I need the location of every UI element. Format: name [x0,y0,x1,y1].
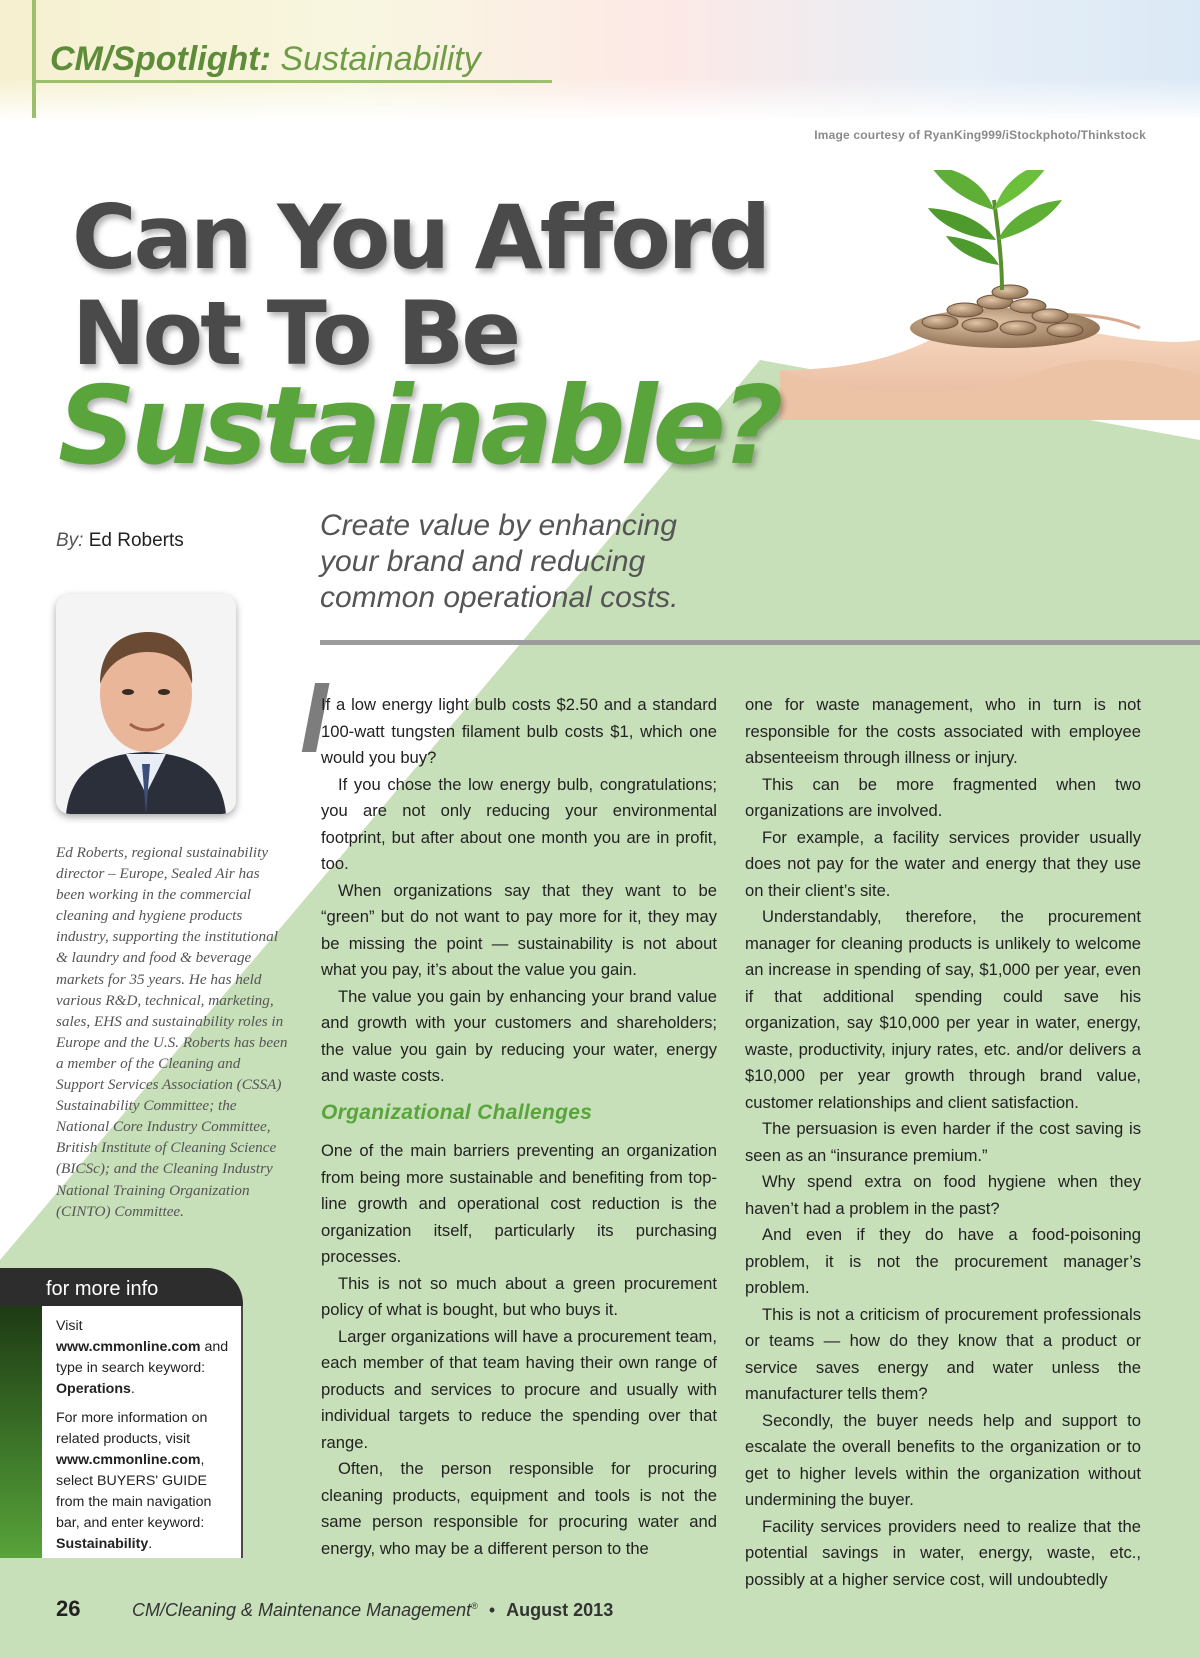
article-paragraph: Often, the person responsible for procuring cleaning products, equipment and tools is not the same person responsible for procuring water and energy, who may be a different person to the [321,1459,717,1558]
registered-mark: ® [471,1601,478,1611]
article-paragraph: The value you gain by enhancing your brand value and growth with your customers and shareholders; the value you gain by reducing your water, energy and waste costs. [321,986,717,1085]
page-number: 26 [56,1596,81,1621]
magazine-name: CM/Cleaning & Maintenance Management [132,1600,472,1620]
more-info-text: and type in search keyword: [56,1339,229,1376]
article-paragraph: If you chose the low energy bulb, congratulations; you are not only reducing your environmental footprint, but after about one month you are in profit, too. [321,774,717,873]
deck-rule [320,640,1200,645]
drop-cap: I [300,662,328,774]
more-info-keyword-2: Sustainability [56,1536,149,1552]
more-info-paragraph-2 [56,1408,231,1555]
article-column-2 [745,692,1141,1593]
article-paragraph: One of the main barriers preventing an organization from being more sustainable and benefiting from top-line growth and operational cost reduction is the organization itself, particularly its purchasing processes. [321,1141,717,1266]
article-paragraph: And even if they do have a food-poisoning problem, it is not the procurement manager’s problem. [745,1225,1141,1297]
article-paragraph: For example, a facility services provider usually does not pay for the water and energy that they use on their client’s site. [745,827,1141,900]
article-deck: Create value by enhancing your brand and reducing common operational costs. [320,509,679,614]
header-horizontal-rule [32,80,552,83]
headline-emphasis: Sustainable? [58,364,779,489]
more-info-text: . [130,1381,135,1397]
more-info-header [0,1268,243,1306]
article-paragraph: The persuasion is even harder if the cost saving is seen as an “insurance premium.” [745,1119,1141,1165]
section-subhead: Organizational Challenges [321,1100,593,1124]
more-info-sidebar [0,1306,42,1558]
article-paragraph: Understandably, therefore, the procurement manager for cleaning products is unlikely to welcome an increase in spending of say, $1,000 per year, even if that additional spending could save his organization, say $10,000 per year in water, energy, waste, productivity, injury rates, etc. and/or delivers a $10,000 per year growth through brand value, customer relationships and client satisfaction. [745,907,1141,1112]
more-info-title: for more info [46,1278,159,1300]
author-portrait [56,594,236,814]
article-paragraph: Why spend extra on food hygiene when they haven’t had a problem in the past? [745,1172,1141,1218]
section-topic: Sustainability [280,40,481,78]
more-info-text: . [148,1536,153,1552]
article-paragraph: one for waste management, who in turn is not responsible for the costs associated with employee absenteeism through illness or injury. [745,695,1141,767]
byline [56,530,184,552]
more-info-text: , select BUYERS' GUIDE from the main navigation bar, and enter keyword: [56,1452,212,1531]
article-paragraph: This is not so much about a green procurement policy of what is bought, but who buys it. [321,1273,717,1319]
header-vertical-rule [32,0,36,118]
article-column-1 [321,692,717,1562]
author-name: Ed Roberts [88,530,184,551]
publication-footer [132,1600,613,1621]
section-label: CM/Spotlight: [50,40,271,78]
article-paragraph: This can be more fragmented when two organizations are involved. [745,774,1141,820]
more-info-text: Visit [56,1318,83,1334]
image-credit: Image courtesy of RyanKing999/iStockphoto/Thinkstock [814,128,1146,142]
article-paragraph: This is not a criticism of procurement professionals or teams — how do they know that a product or service saves energy and water unless the manufacturer tells them? [745,1304,1141,1403]
article-paragraph: Larger organizations will have a procurement team, each member of that team having their own range of products and services to procure and usually with individual targets to reduce the spending over that range. [321,1326,717,1452]
article-paragraph: If a low energy light bulb costs $2.50 and a standard 100-watt tungsten filament bulb costs $1, which one would you buy? [321,695,717,767]
headline-line-1: Can You Afford [72,186,769,289]
section-title [50,40,481,79]
article-paragraph: Facility services providers need to realize that the potential savings in water, energy, waste, etc., possibly at a higher service cost, will undoubtedly [745,1516,1141,1589]
author-bio: Ed Roberts, regional sustainability director – Europe, Sealed Air has been working in the commercial cleaning and hygiene products industry, supporting the institutional & laundry and food & beverage markets for 35 years. He has held various R&D, technical, marketing, sales, EHS and sustainability roles in Europe and the U.S. Roberts has been a member of the Cleaning and Support Services Association (CSSA) Sustainability Committee; the National Core Industry Committee, British Institute of Cleaning Science (BICSc); and the Cleaning Industry National Training Organization (CINTO) Committee. [56,844,288,1220]
footer-separator: • [488,1600,496,1620]
more-info-box [0,1268,243,1558]
more-info-link-1[interactable]: www.cmmonline.com [56,1339,201,1355]
more-info-body [42,1306,243,1558]
article-paragraph: When organizations say that they want to be “green” but do not want to pay more for it, they may be missing the point — sustainability is not about what you pay, it’s about the value you gain. [321,880,717,979]
more-info-link-2[interactable]: www.cmmonline.com [56,1452,201,1468]
issue-date: August 2013 [506,1600,614,1620]
author-photo [56,594,236,814]
more-info-keyword-1: Operations [56,1381,131,1397]
headline [72,186,769,385]
more-info-text: For more information on related products, visit [56,1410,208,1447]
byline-label: By: [56,530,84,551]
hand-coins-sprout-illustration [780,170,1200,420]
more-info-paragraph-1 [56,1316,231,1400]
headline-line-2: Not To Be [72,282,518,385]
article-paragraph: Secondly, the buyer needs help and support to escalate the overall benefits to the organization or to get to higher levels within the organization without undermining the buyer. [745,1410,1141,1509]
